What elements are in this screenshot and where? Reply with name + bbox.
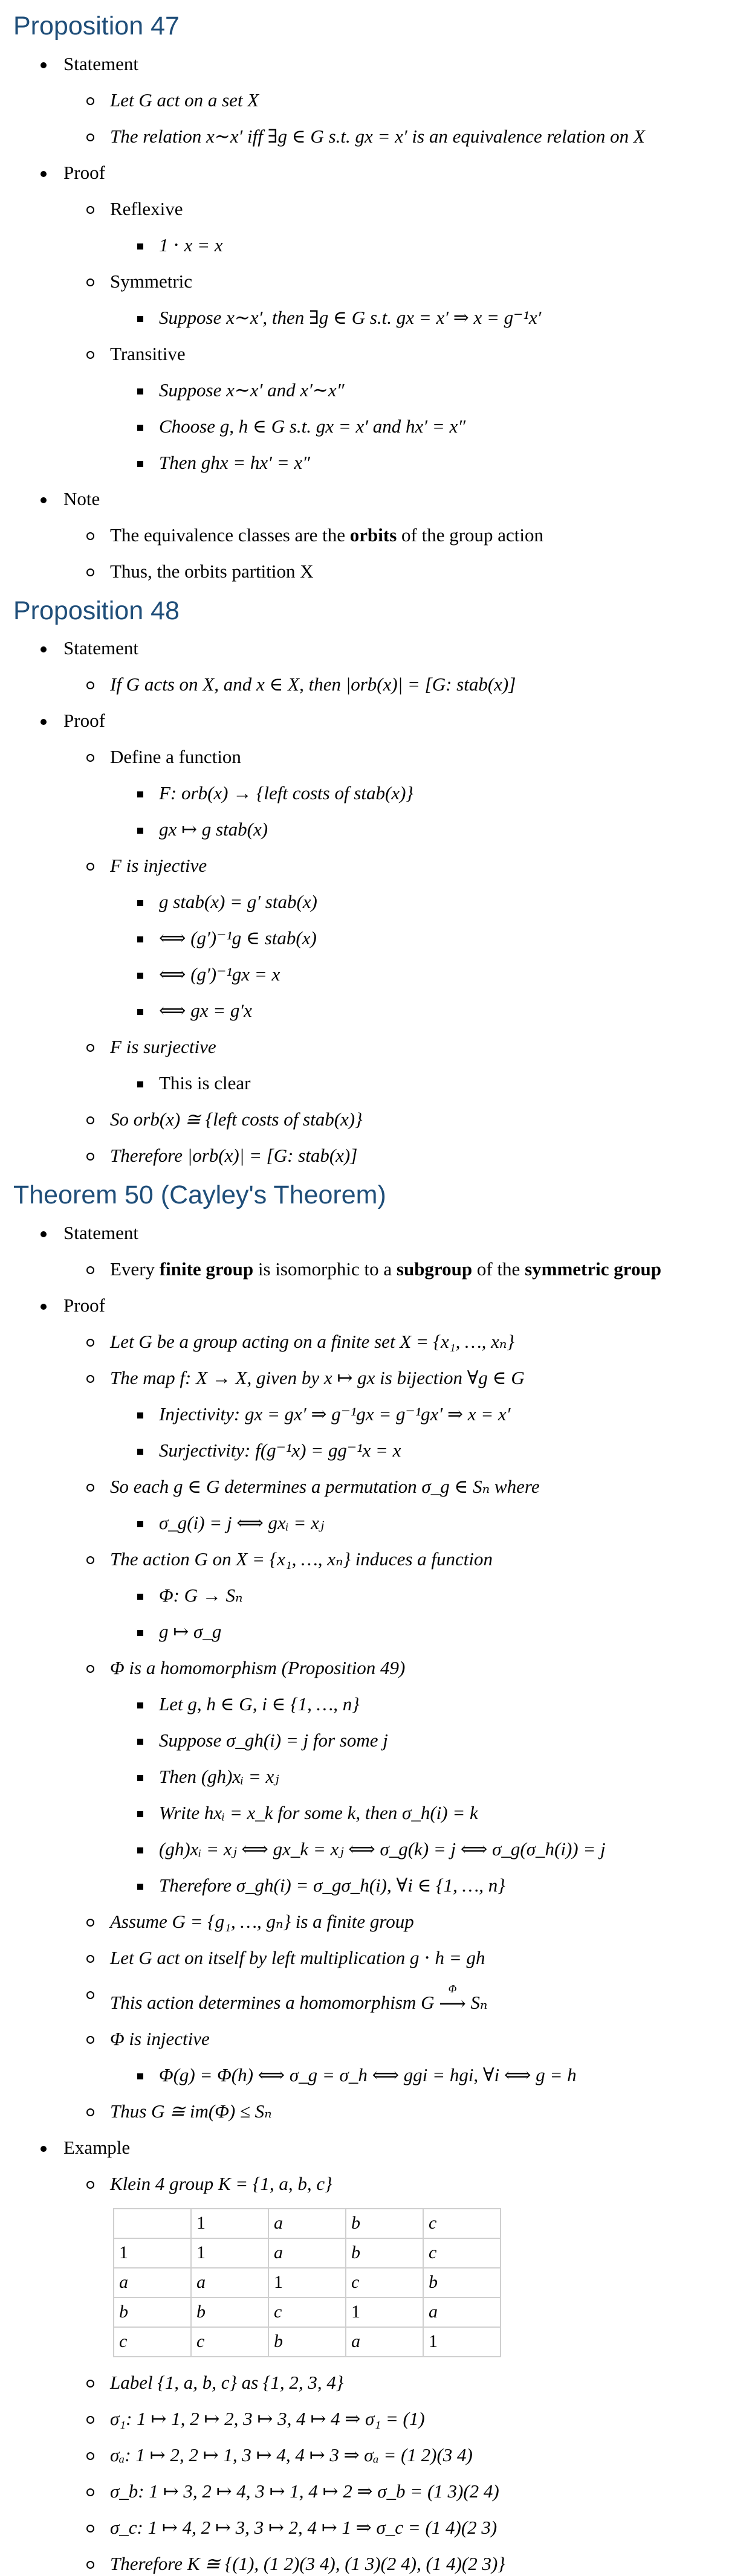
list-item: Let G be a group acting on a finite set X = {x₁, …, xₙ}	[13, 1330, 752, 1354]
list-item: The equivalence classes are the orbits of the group action	[13, 523, 752, 547]
list-item: Φ: G → Sₙ	[13, 1583, 752, 1608]
list-item: Therefore σ_gh(i) = σ_gσ_h(i), ∀i ∈ {1, …, n}	[13, 1873, 752, 1898]
list-item	[13, 2136, 752, 2576]
list-item: Let G act on a set X	[13, 88, 752, 112]
proposition-47	[13, 11, 752, 584]
list-item: Then (gh)xᵢ = xⱼ	[13, 1765, 752, 1789]
table-row	[114, 2327, 501, 2357]
table-cell: 1	[191, 2209, 268, 2238]
list-item: Suppose x∼x′ and x′∼x″	[13, 378, 752, 402]
list-item: Therefore |orb(x)| = [G: stab(x)]	[13, 1144, 752, 1168]
list-item: Φ is a homomorphism (Proposition 49)	[13, 1656, 752, 1680]
list-item: Every finite group is isomorphic to a subgroup of the symmetric group	[13, 1257, 752, 1281]
list-item: Define a function	[13, 745, 752, 769]
list-item: Φ is injective	[13, 2027, 752, 2051]
list-item: Suppose σ_gh(i) = j for some j	[13, 1728, 752, 1753]
proposition-48	[13, 596, 752, 1168]
list-item: Surjectivity: f(g⁻¹x) = gg⁻¹x = x	[13, 1438, 752, 1463]
list-item: σ_c: 1 ↦ 4, 2 ↦ 3, 3 ↦ 2, 4 ↦ 1 ⇒ σ_c = (1 4)(2 3)	[13, 2516, 752, 2540]
statement-label: Statement	[13, 52, 752, 76]
list-item: g stab(x) = g′ stab(x)	[13, 890, 752, 914]
list-item: σₐ: 1 ↦ 2, 2 ↦ 1, 3 ↦ 4, 4 ↦ 3 ⇒ σₐ = (1 2)(3 4)	[13, 2443, 752, 2467]
list-item: Write hxᵢ = x_k for some k, then σ_h(i) = k	[13, 1801, 752, 1825]
list-item	[13, 52, 752, 149]
table-cell: a	[191, 2268, 268, 2297]
list-item: So orb(x) ≅ {left costs of stab(x)}	[13, 1107, 752, 1132]
table-row	[114, 2268, 501, 2297]
list-item: Klein 4 group K = {1, a, b, c}	[13, 2172, 752, 2196]
table-cell: 1	[191, 2238, 268, 2268]
list-item: If G acts on X, and x ∈ X, then |orb(x)| = [G: stab(x)]	[13, 672, 752, 697]
table-cell: 1	[268, 2268, 346, 2297]
list-item: ⟺ gx = g′x	[13, 999, 752, 1023]
section-title: Theorem 50 (Cayley's Theorem)	[13, 1180, 386, 1210]
list-item: gx ↦ g stab(x)	[13, 817, 752, 842]
table-cell	[114, 2209, 191, 2238]
table-cell: c	[191, 2327, 268, 2357]
list-item: Transitive	[13, 342, 752, 366]
table-cell: c	[423, 2209, 501, 2238]
statement-label: Statement	[13, 1221, 752, 1245]
table-cell: 1	[114, 2238, 191, 2268]
list-item: Assume G = {g₁, …, gₙ} is a finite group	[13, 1910, 752, 1934]
list-item: Suppose x∼x′, then ∃g ∈ G s.t. gx = x′ ⇒ x = g⁻¹x′	[13, 306, 752, 330]
list-item: Symmetric	[13, 269, 752, 294]
list-item: Then ghx = hx′ = x″	[13, 451, 752, 475]
table-cell: b	[191, 2297, 268, 2327]
table-cell: b	[346, 2238, 423, 2268]
proof-label: Proof	[13, 709, 752, 733]
table-cell: c	[346, 2268, 423, 2297]
table-cell: b	[423, 2268, 501, 2297]
table-cell: a	[268, 2209, 346, 2238]
list-item: 1 ⋅ x = x	[13, 233, 752, 257]
table-cell: a	[268, 2238, 346, 2268]
list-item: (gh)xᵢ = xⱼ ⟺ gx_k = xⱼ ⟺ σ_g(k) = j ⟺ σ_g(σ_h(i)) = j	[13, 1837, 752, 1861]
list-item: g ↦ σ_g	[13, 1620, 752, 1644]
note-label: Note	[13, 487, 752, 511]
table-cell: b	[346, 2209, 423, 2238]
list-item: The map f: X → X, given by x ↦ gx is bijection ∀g ∈ G	[13, 1366, 752, 1390]
table-cell: c	[114, 2327, 191, 2357]
list-item: This action determines a homomorphism G Φ ⟶ Sₙ	[13, 1982, 752, 2015]
table-cell: c	[423, 2238, 501, 2268]
list-item	[13, 161, 752, 475]
list-item: F: orb(x) → {left costs of stab(x)}	[13, 781, 752, 805]
table-cell: a	[346, 2327, 423, 2357]
klein-cayley-table	[113, 2208, 501, 2357]
theorem-50	[13, 1180, 752, 2576]
list-item: Let G act on itself by left multiplication g ⋅ h = gh	[13, 1946, 752, 1970]
section-title: Proposition 48	[13, 596, 180, 625]
list-item: σ₁: 1 ↦ 1, 2 ↦ 2, 3 ↦ 3, 4 ↦ 4 ⇒ σ₁ = (1)	[13, 2407, 752, 2431]
list-item: Reflexive	[13, 197, 752, 221]
list-item: The action G on X = {x₁, …, xₙ} induces a function	[13, 1547, 752, 1571]
list-item	[13, 487, 752, 584]
list-item: Label {1, a, b, c} as {1, 2, 3, 4}	[13, 2371, 752, 2395]
list-item: Thus, the orbits partition X	[13, 559, 752, 584]
list-item: Φ(g) = Φ(h) ⟺ σ_g = σ_h ⟺ ggi = hgi, ∀i ⟺ g = h	[13, 2063, 752, 2087]
list-item: Thus G ≅ im(Φ) ≤ Sₙ	[13, 2099, 752, 2124]
list-item: The relation x∼x′ iff ∃g ∈ G s.t. gx = x′ is an equivalence relation on X	[13, 124, 752, 149]
list-item	[13, 636, 752, 697]
list-item: σ_b: 1 ↦ 3, 2 ↦ 4, 3 ↦ 1, 4 ↦ 2 ⇒ σ_b = (1 3)(2 4)	[13, 2479, 752, 2504]
table-cell: a	[114, 2268, 191, 2297]
list-item: F is surjective	[13, 1035, 752, 1059]
table-cell: c	[268, 2297, 346, 2327]
list-item	[13, 1293, 752, 2124]
list-item: σ_g(i) = j ⟺ gxᵢ = xⱼ	[13, 1511, 752, 1535]
list-item: F is injective	[13, 854, 752, 878]
list-item: ⟺ (g′)⁻¹g ∈ stab(x)	[13, 926, 752, 950]
example-label: Example	[13, 2136, 752, 2160]
statement-label: Statement	[13, 636, 752, 660]
list-item: Let g, h ∈ G, i ∈ {1, …, n}	[13, 1692, 752, 1716]
table-header-row	[114, 2209, 501, 2238]
table-cell: b	[268, 2327, 346, 2357]
table-row	[114, 2238, 501, 2268]
proof-label: Proof	[13, 1293, 752, 1318]
table-cell: 1	[346, 2297, 423, 2327]
list-item: Choose g, h ∈ G s.t. gx = x′ and hx′ = x″	[13, 414, 752, 439]
section-title: Proposition 47	[13, 11, 180, 40]
list-item	[13, 709, 752, 1168]
list-item: Therefore K ≅ {(1), (1 2)(3 4), (1 3)(2 4), (1 4)(2 3)}	[13, 2552, 752, 2576]
list-item: So each g ∈ G determines a permutation σ_g ∈ Sₙ where	[13, 1475, 752, 1499]
list-item: Injectivity: gx = gx′ ⇒ g⁻¹gx = g⁻¹gx′ ⇒ x = x′	[13, 1402, 752, 1426]
proof-label: Proof	[13, 161, 752, 185]
table-cell: 1	[423, 2327, 501, 2357]
list-item: This is clear	[13, 1071, 752, 1095]
table-cell: b	[114, 2297, 191, 2327]
table-cell: a	[423, 2297, 501, 2327]
list-item	[13, 1221, 752, 1281]
list-item: ⟺ (g′)⁻¹gx = x	[13, 962, 752, 987]
table-row	[114, 2297, 501, 2327]
